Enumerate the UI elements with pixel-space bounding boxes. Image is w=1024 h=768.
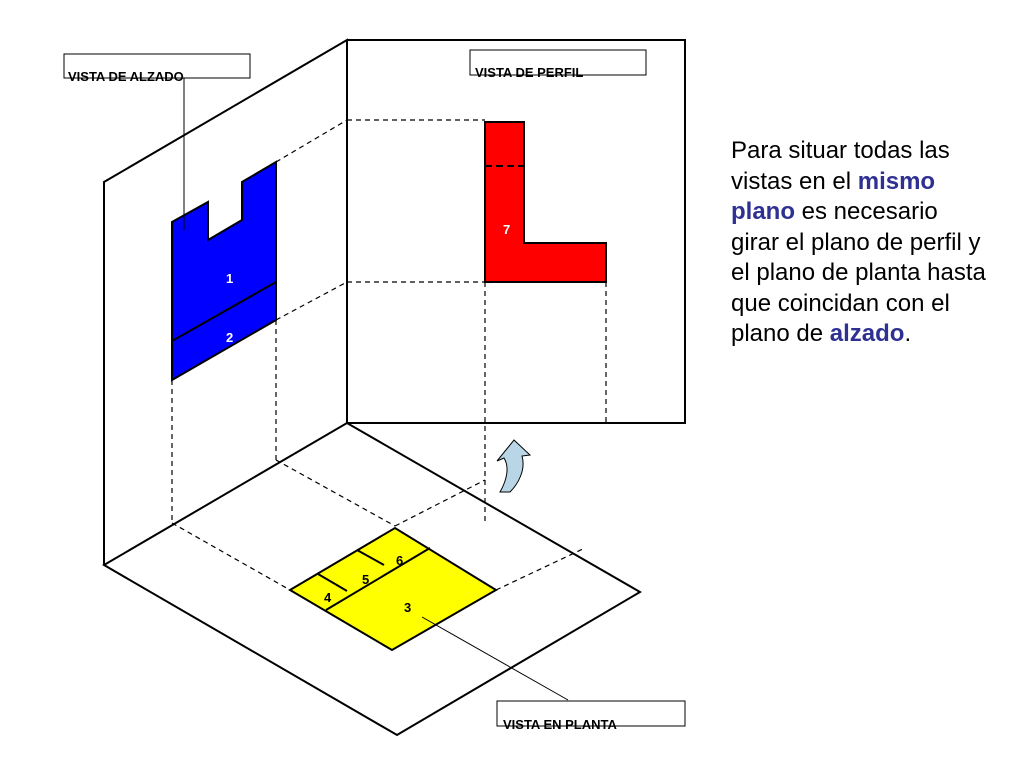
planta-shape bbox=[290, 528, 496, 650]
region-number-6: 6 bbox=[396, 553, 404, 568]
region-number-4: 4 bbox=[324, 590, 332, 605]
curved-arrow-up-icon bbox=[497, 440, 530, 492]
caption-highlight-mismo-plano: mismo plano bbox=[731, 167, 936, 225]
region-number-1: 1 bbox=[226, 271, 234, 286]
planta-label: VISTA EN PLANTA bbox=[503, 717, 617, 732]
caption-part3: . bbox=[904, 320, 912, 347]
region-number-3: 3 bbox=[404, 600, 412, 615]
region-number-5: 5 bbox=[362, 572, 370, 587]
region-number-2: 2 bbox=[226, 330, 234, 345]
planta-view bbox=[290, 528, 496, 650]
caption-part2: es necesario girar el plano de perfil y el plano de planta hasta que coincidan con el plano de bbox=[731, 198, 986, 347]
explanation-text bbox=[731, 136, 991, 350]
caption-highlight-alzado: alzado bbox=[829, 320, 905, 347]
alzado-label: VISTA DE ALZADO bbox=[68, 69, 184, 84]
projection-lines bbox=[172, 120, 606, 590]
alzado-view bbox=[172, 162, 276, 380]
caption-part1: Para situar todas las vistas en el bbox=[731, 137, 950, 195]
perfil-shape bbox=[485, 122, 606, 282]
perfil-view bbox=[485, 122, 606, 282]
perfil-label: VISTA DE PERFIL bbox=[475, 65, 584, 80]
alzado-shape bbox=[172, 162, 276, 380]
region-number-7: 7 bbox=[503, 222, 511, 237]
